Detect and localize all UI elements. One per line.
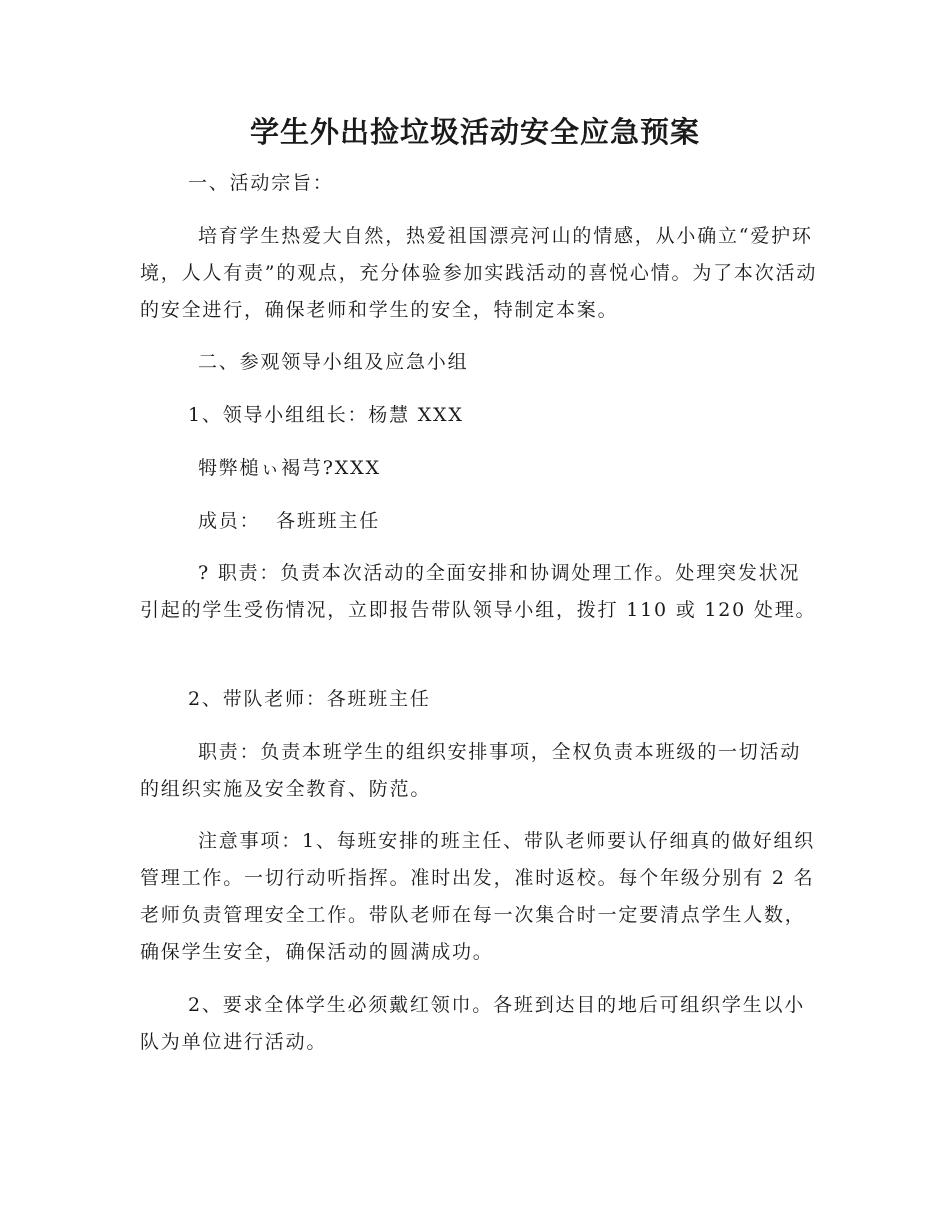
document-title: 学生外出捡垃圾活动安全应急预案 [249,115,700,149]
paragraph-requirement: 2、要求全体学生必须戴红领巾。各班到达目的地后可组织学生以小队为单位进行活动。 [140,994,806,1053]
paragraph-members: 成员： 各班班主任 [198,510,381,532]
paragraph-notes: 注意事项：1、每班安排的班主任、带队老师要认仔细真的做好组织管理工作。一切行动听指挥。准时出发，准时返校。每个年级分别有 2 名老师负责管理安全工作。带队老师在每一次集合时一定要清点学生人数，确保学生安全，确保活动的圆满成功。 [140,830,816,963]
paragraph-garbled: 牳弊槌ぃ褐芎?XXX [198,457,381,479]
paragraph-purpose: 培育学生热爱大自然，热爱祖国漂亮河山的情感，从小确立“爱护环境，人人有责”的观点，充分体验参加实践活动的喜悦心情。为了本次活动的安全进行，确保老师和学生的安全，特制定本案。 [140,225,818,321]
paragraph-duty-leaders: ? 职责：负责本次活动的全面安排和协调处理工作。处理突发状况引起的学生受伤情况，立即报告带队领导小组，拨打 110 或 120 处理。 [140,562,817,621]
paragraph-group-leader: 1、领导小组组长：杨慧 XXX [188,404,464,426]
paragraph-duty-teachers: 职责：负责本班学生的组织安排事项，全权负责本班级的一切活动的组织实施及安全教育、防范。 [140,741,802,800]
section-heading-groups: 二、参观领导小组及应急小组 [198,351,469,373]
section-heading-purpose: 一、活动宗旨： [188,172,334,194]
paragraph-team-teachers: 2、带队老师：各班班主任 [188,688,431,710]
